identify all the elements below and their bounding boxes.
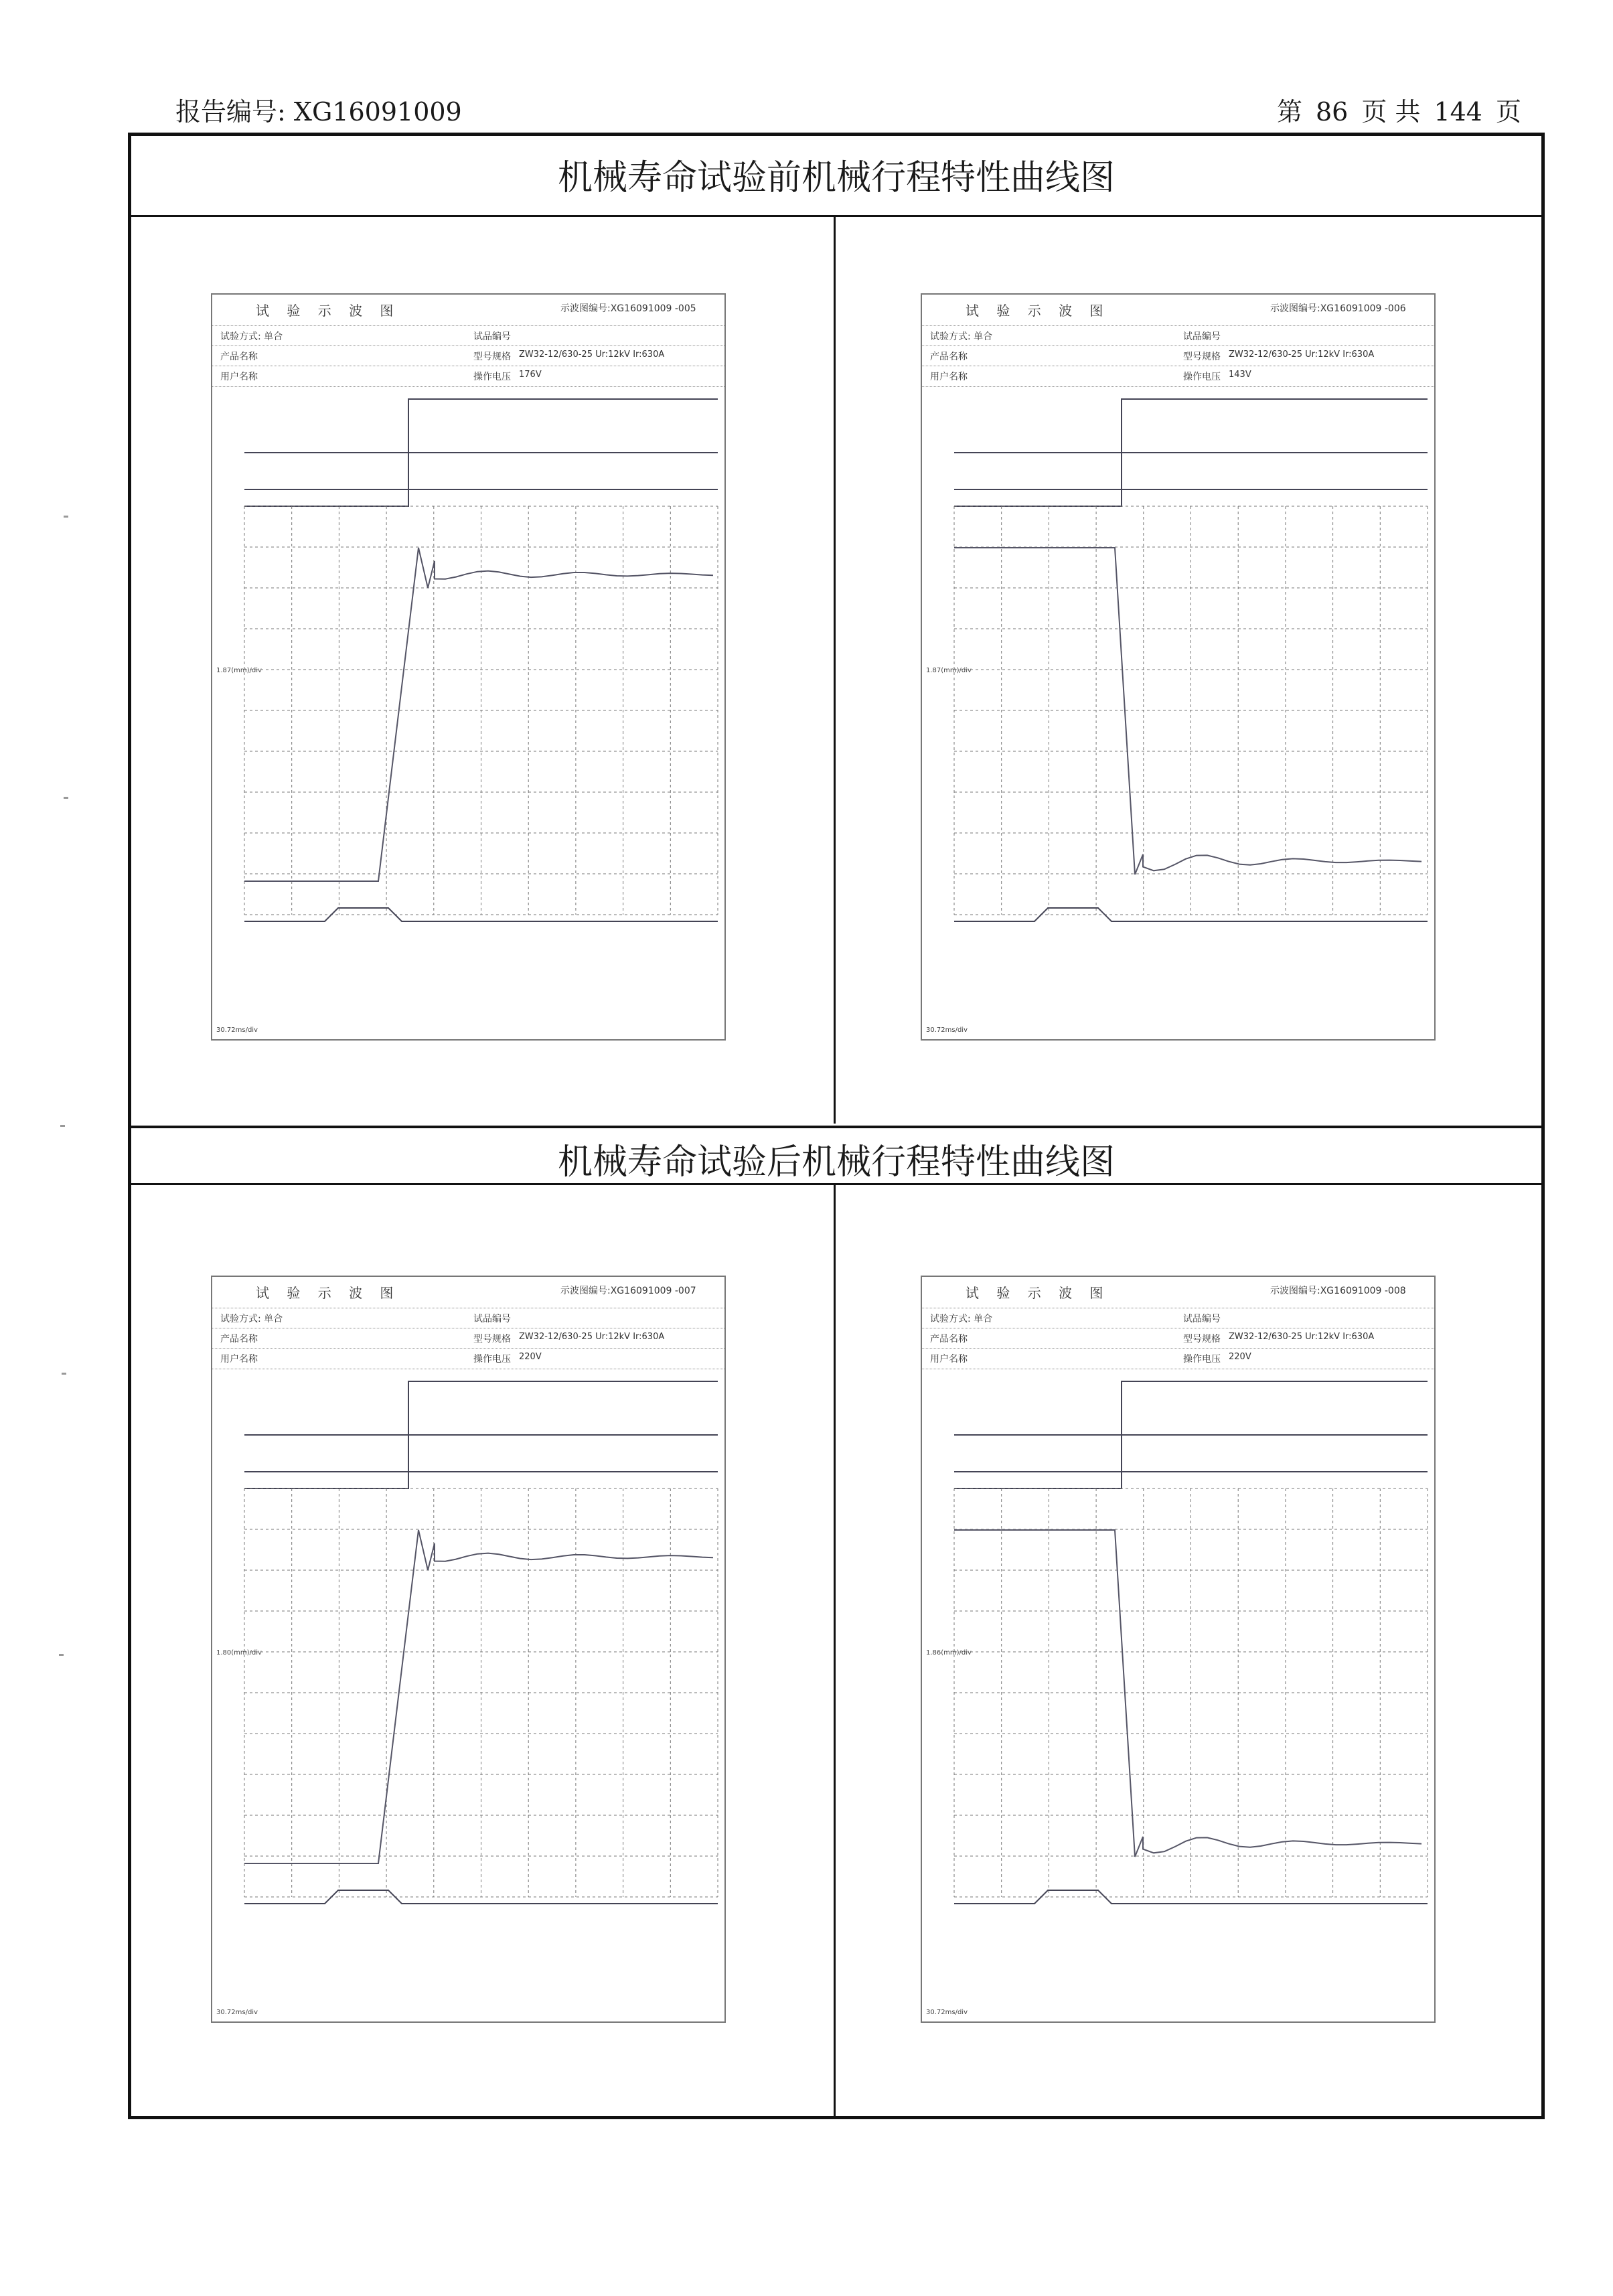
section-title-after: 机械寿命试验后机械行程特性曲线图	[557, 1142, 1115, 1182]
osc-chart	[212, 386, 724, 935]
report-number-value: XG16091009	[293, 97, 462, 127]
osc-header	[212, 295, 724, 386]
page-indicator	[1270, 91, 1528, 128]
y-scale-label: 1.80(mm)/div	[216, 1649, 262, 1657]
voltage-label: 操作电压	[1183, 1354, 1221, 1365]
osc-row-user	[922, 1348, 1434, 1369]
osc-record-number	[560, 301, 696, 315]
osc-row-product	[212, 346, 724, 366]
oscillogram-1	[211, 293, 726, 1041]
osc-title: 试 验 示 波 图	[966, 303, 1110, 319]
osc-title: 试 验 示 波 图	[256, 1285, 400, 1301]
page-suffix: 页	[1495, 97, 1521, 127]
scan-mark	[62, 1373, 66, 1375]
voltage-value: 220V	[519, 1352, 542, 1362]
voltage-value: 176V	[519, 370, 542, 380]
sample-label: 试品编号	[473, 1314, 511, 1324]
model-value: ZW32-12/630-25 Ur:12kV Ir:630A	[1229, 350, 1375, 360]
osc-row-product	[212, 1328, 724, 1349]
method-value: 单合	[264, 331, 283, 342]
sample-label: 试品编号	[1183, 331, 1221, 342]
oscillogram-2	[921, 293, 1436, 1041]
product-label: 产品名称	[220, 1334, 258, 1345]
record-value: XG16091009 -007	[610, 1286, 696, 1296]
channel-steps	[244, 1381, 718, 1488]
osc-row-product	[922, 346, 1434, 366]
osc-record-number	[1270, 301, 1406, 315]
x-scale-label: 30.72ms/div	[926, 2009, 968, 2016]
y-scale-label: 1.87(mm)/div	[216, 667, 262, 674]
osc-chart	[922, 1368, 1434, 1917]
voltage-label: 操作电压	[473, 372, 511, 382]
method-field	[930, 329, 992, 343]
method-label: 试验方式:	[930, 1314, 971, 1324]
method-field	[220, 1312, 283, 1325]
y-scale-label: 1.86(mm)/div	[926, 1649, 972, 1657]
page-prefix: 第	[1276, 97, 1302, 127]
model-label: 型号规格	[473, 352, 511, 362]
divider	[131, 215, 1541, 217]
divider	[131, 1183, 1541, 1185]
travel-curve	[954, 1530, 1422, 1857]
channel-steps	[954, 399, 1428, 506]
model-value: ZW32-12/630-25 Ur:12kV Ir:630A	[1229, 1332, 1375, 1342]
osc-chart	[922, 386, 1434, 935]
y-scale-label: 1.87(mm)/div	[926, 667, 972, 674]
method-label: 试验方式:	[220, 1314, 261, 1324]
divider	[131, 1126, 1541, 1128]
divider	[834, 216, 836, 1124]
osc-record-number	[560, 1284, 696, 1297]
section-title-before: 机械寿命试验前机械行程特性曲线图	[557, 158, 1115, 198]
osc-chart	[212, 1368, 724, 1917]
model-value: ZW32-12/630-25 Ur:12kV Ir:630A	[519, 350, 665, 360]
model-label: 型号规格	[1183, 352, 1221, 362]
record-label: 示波图编号:	[1270, 303, 1320, 314]
x-scale-label: 30.72ms/div	[216, 2009, 258, 2016]
record-label: 示波图编号:	[560, 303, 611, 314]
osc-header	[922, 1277, 1434, 1368]
page-number: 86	[1316, 97, 1349, 127]
record-label: 示波图编号:	[560, 1286, 611, 1296]
scan-mark	[60, 1125, 65, 1127]
report-number-label: 报告编号:	[175, 97, 286, 127]
voltage-value: 143V	[1229, 370, 1251, 380]
scan-mark	[64, 516, 68, 518]
method-value: 单合	[974, 331, 993, 342]
osc-header	[922, 295, 1434, 386]
record-value: XG16091009 -005	[610, 303, 696, 314]
voltage-value: 220V	[1229, 1352, 1251, 1362]
oscillogram-3	[211, 1276, 726, 2023]
osc-row-method	[212, 1308, 724, 1328]
osc-row-user	[212, 366, 724, 387]
x-scale-label: 30.72ms/div	[926, 1026, 968, 1034]
channel-steps	[244, 399, 718, 506]
record-value: XG16091009 -008	[1320, 1286, 1406, 1296]
voltage-label: 操作电压	[473, 1354, 511, 1365]
osc-row-user	[922, 366, 1434, 387]
method-field	[930, 1312, 992, 1325]
record-label: 示波图编号:	[1270, 1286, 1320, 1296]
scan-mark	[64, 797, 68, 799]
method-label: 试验方式:	[930, 331, 971, 342]
page-mid: 页 共	[1361, 97, 1421, 127]
voltage-label: 操作电压	[1183, 372, 1221, 382]
osc-row-method	[212, 325, 724, 346]
x-scale-label: 30.72ms/div	[216, 1026, 258, 1034]
oscillogram-4	[921, 1276, 1436, 2023]
scan-mark	[59, 1654, 64, 1656]
osc-title: 试 验 示 波 图	[966, 1285, 1110, 1301]
report-number-header	[175, 91, 462, 128]
product-label: 产品名称	[930, 352, 968, 362]
method-value: 单合	[264, 1314, 283, 1324]
osc-row-method	[922, 1308, 1434, 1328]
osc-row-product	[922, 1328, 1434, 1349]
method-label: 试验方式:	[220, 331, 261, 342]
user-label: 用户名称	[930, 372, 968, 382]
user-label: 用户名称	[220, 1354, 258, 1365]
product-label: 产品名称	[930, 1334, 968, 1345]
osc-title: 试 验 示 波 图	[256, 303, 400, 319]
model-value: ZW32-12/630-25 Ur:12kV Ir:630A	[519, 1332, 665, 1342]
model-label: 型号规格	[473, 1334, 511, 1345]
user-label: 用户名称	[930, 1354, 968, 1365]
osc-row-user	[212, 1348, 724, 1369]
osc-row-method	[922, 325, 1434, 346]
record-value: XG16091009 -006	[1320, 303, 1406, 314]
travel-curve	[244, 548, 713, 881]
user-label: 用户名称	[220, 372, 258, 382]
sample-label: 试品编号	[1183, 1314, 1221, 1324]
method-value: 单合	[974, 1314, 993, 1324]
channel-steps	[954, 1381, 1428, 1488]
sample-label: 试品编号	[473, 331, 511, 342]
osc-record-number	[1270, 1284, 1406, 1297]
product-label: 产品名称	[220, 352, 258, 362]
travel-curve	[244, 1530, 713, 1863]
divider	[834, 1184, 836, 2117]
travel-curve	[954, 548, 1422, 874]
osc-header	[212, 1277, 724, 1368]
page-total: 144	[1434, 97, 1482, 127]
method-field	[220, 329, 283, 343]
model-label: 型号规格	[1183, 1334, 1221, 1345]
